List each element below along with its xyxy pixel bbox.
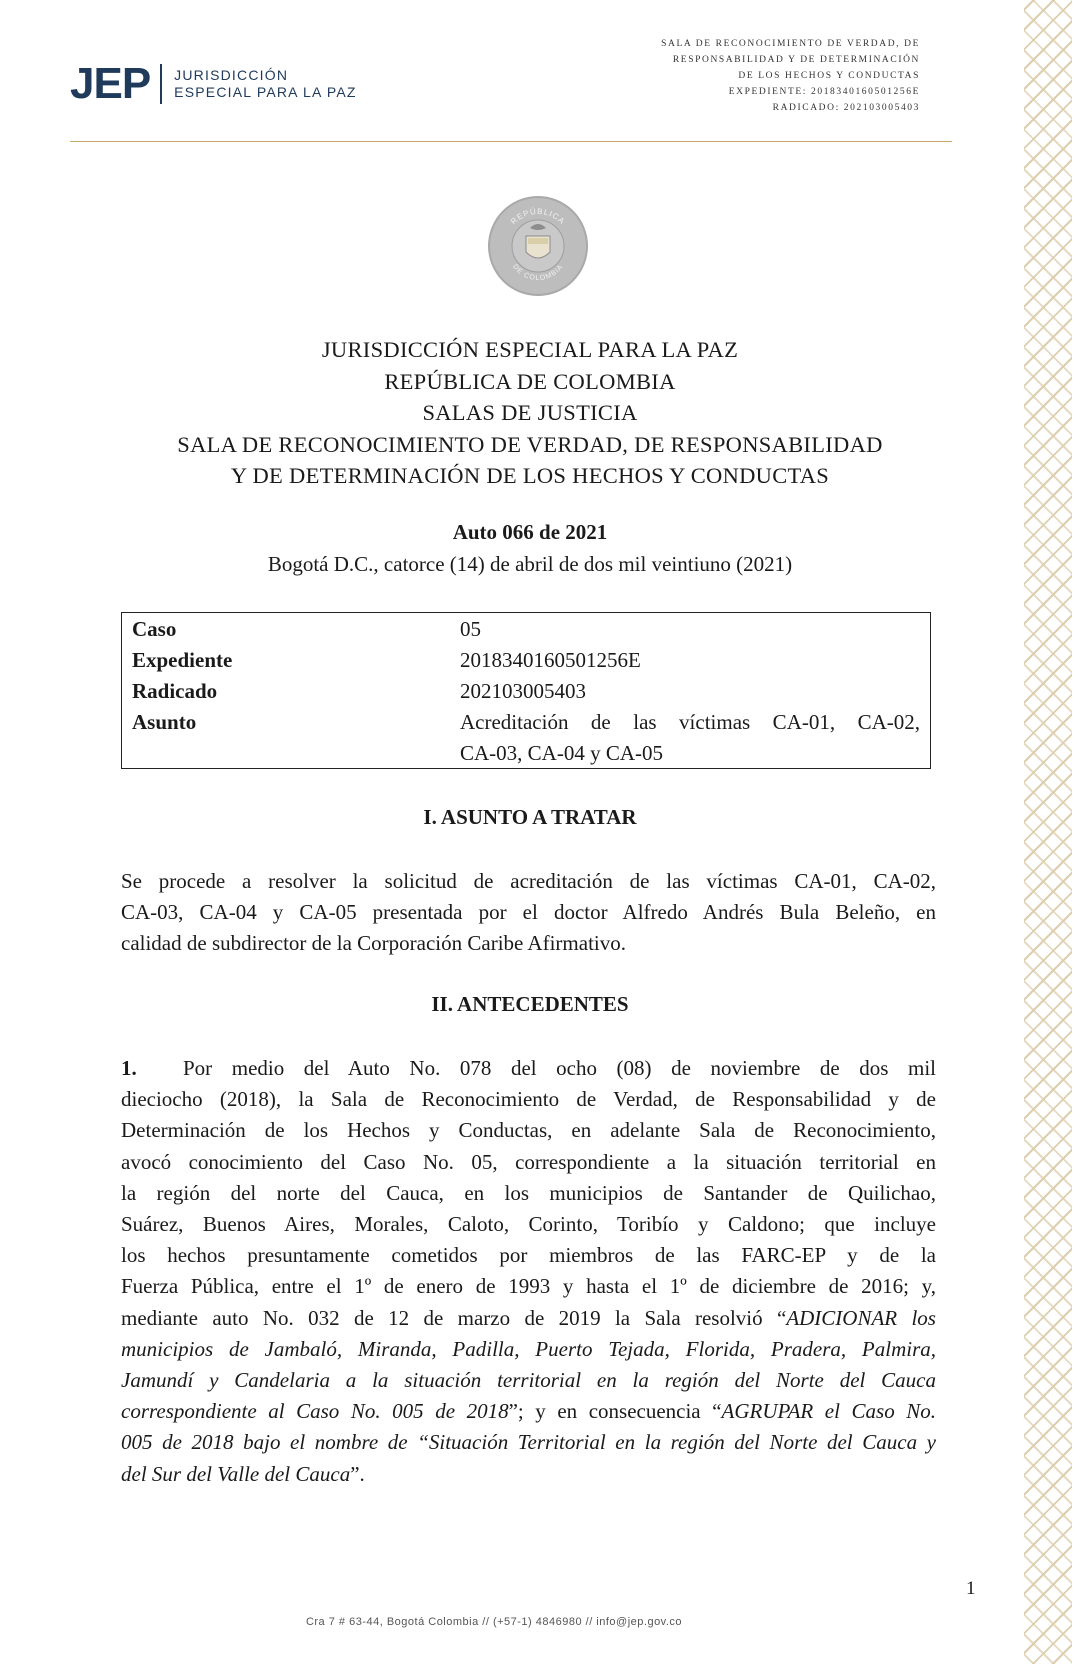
header-meta bbox=[661, 36, 920, 116]
header-meta-line: DE LOS HECHOS Y CONDUCTAS bbox=[738, 71, 920, 81]
text-line bbox=[121, 1459, 936, 1490]
table-key: Expediente bbox=[132, 648, 233, 672]
logo-mark: JEP bbox=[70, 59, 151, 108]
table-key: Caso bbox=[132, 617, 177, 641]
header-meta-expediente: EXPEDIENTE: 2018340160501256E bbox=[728, 87, 920, 97]
title-line: SALAS DE JUSTICIA bbox=[422, 400, 638, 425]
table-value: 2018340160501256E bbox=[460, 648, 641, 672]
title-line: JURISDICCIÓN ESPECIAL PARA LA PAZ bbox=[321, 337, 739, 362]
logo-line2: ESPECIAL PARA LA PAZ bbox=[174, 84, 357, 100]
auto-date: Bogotá D.C., catorce (14) de abril de dos mil veintiuno (2021) bbox=[267, 552, 793, 576]
header-meta-line: SALA DE RECONOCIMIENTO DE VERDAD, DE bbox=[661, 39, 920, 49]
table-key: Asunto bbox=[132, 710, 197, 734]
title-line: REPÚBLICA DE COLOMBIA bbox=[384, 368, 676, 394]
text-segment: Por medio del Auto No. 078 del ocho (08) de noviembre de dos mil bbox=[183, 1056, 936, 1080]
text-line: calidad de subdirector de la Corporación Caribe Afirmativo. bbox=[121, 931, 626, 956]
text-line: CA-03, CA-04 y CA-05 presentada por el doctor Alfredo Andrés Bula Beleño, en bbox=[121, 900, 936, 925]
header-meta-line: RESPONSABILIDAD Y DE DETERMINACIÓN bbox=[672, 55, 920, 65]
paragraph-antecedentes bbox=[121, 1053, 936, 1490]
logo-line1: JURISDICCIÓN bbox=[174, 67, 289, 83]
logo-text bbox=[174, 67, 356, 101]
text-line: los hechos presuntamente cometidos por miembros de las FARC-EP y de la bbox=[121, 1243, 936, 1268]
italic-segment: ADICIONAR los bbox=[786, 1305, 936, 1330]
seal-bottom-text: DE COLOMBIA bbox=[511, 263, 565, 283]
table-key: Radicado bbox=[132, 679, 218, 703]
title-line: Y DE DETERMINACIÓN DE LOS HECHOS Y CONDUCTAS bbox=[230, 463, 830, 488]
italic-line: municipios de Jambaló, Miranda, Padilla, Puerto Tejada, Florida, Pradera, Palmira, bbox=[121, 1336, 936, 1361]
text-line: Determinación de los Hechos y Conductas, en adelante Sala de Reconocimiento, bbox=[121, 1118, 936, 1143]
decorative-border bbox=[1024, 0, 1072, 1664]
page-number: 1 bbox=[966, 1578, 976, 1599]
paragraph-asunto bbox=[121, 866, 936, 960]
text-line bbox=[121, 1053, 936, 1084]
text-segment: mediante auto No. 032 de 12 de marzo de 2019 la Sala resolvió “ bbox=[121, 1305, 787, 1330]
italic-line: 005 de 2018 bajo el nombre de “Situación Territorial en la región del Norte del Cauca y bbox=[121, 1430, 936, 1455]
title-line: SALA DE RECONOCIMIENTO DE VERDAD, DE RESPONSABILIDAD bbox=[177, 431, 883, 457]
header-meta-radicado: RADICADO: 202103005403 bbox=[772, 103, 920, 113]
italic-segment: del Sur del Valle del Cauca bbox=[121, 1461, 351, 1486]
document-titles bbox=[100, 334, 960, 492]
section-heading-antecedentes: II. ANTECEDENTES bbox=[431, 992, 629, 1016]
text-segment: ”. bbox=[350, 1461, 365, 1486]
text-line: avocó conocimiento del Caso No. 05, correspondiente a la situación territorial en bbox=[121, 1149, 936, 1174]
table-value: 05 bbox=[460, 617, 481, 641]
italic-segment: AGRUPAR el Caso No. bbox=[721, 1399, 936, 1424]
text-line: Se procede a resolver la solicitud de acreditación de las víctimas CA-01, CA-02, bbox=[121, 869, 936, 893]
text-line: dieciocho (2018), la Sala de Reconocimiento de Verdad, de Responsabilidad y de bbox=[121, 1087, 936, 1112]
italic-segment: correspondiente al Caso No. 005 de 2018 bbox=[121, 1399, 509, 1424]
italic-line: Jamundí y Candelaria a la situación territorial en la región del Norte del Cauca bbox=[121, 1368, 936, 1393]
table-value-cont: CA-03, CA-04 y CA-05 bbox=[460, 741, 663, 765]
section-heading-asunto: I. ASUNTO A TRATAR bbox=[423, 805, 637, 829]
footer-contact: Cra 7 # 63-44, Bogotá Colombia // (+57-1) 4846980 // info@jep.gov.co bbox=[305, 1616, 683, 1628]
header-rule bbox=[70, 141, 952, 142]
text-line bbox=[121, 1396, 936, 1427]
text-segment: ”; y en consecuencia “ bbox=[508, 1399, 722, 1424]
paragraph-number: 1. bbox=[121, 1056, 137, 1080]
logo-divider bbox=[160, 64, 162, 104]
text-line: Fuerza Pública, entre el 1º de enero de 1993 y hasta el 1º de diciembre de 2016; y, bbox=[121, 1274, 936, 1299]
case-info-table bbox=[121, 612, 931, 769]
seal-top-text: REPÚBLICA bbox=[509, 206, 567, 227]
text-line: la región del norte del Cauca, en los municipios de Santander de Quilichao, bbox=[121, 1180, 936, 1205]
text-line bbox=[121, 1303, 936, 1334]
table-value: 202103005403 bbox=[460, 679, 586, 703]
text-line: Suárez, Buenos Aires, Morales, Caloto, Corinto, Toribío y Caldono; que incluye bbox=[121, 1212, 936, 1237]
colombia-seal-icon bbox=[488, 196, 588, 296]
jep-logo bbox=[70, 59, 357, 108]
auto-title: Auto 066 de 2021 bbox=[452, 520, 608, 544]
table-value: Acreditación de las víctimas CA-01, CA-02, bbox=[460, 710, 920, 734]
